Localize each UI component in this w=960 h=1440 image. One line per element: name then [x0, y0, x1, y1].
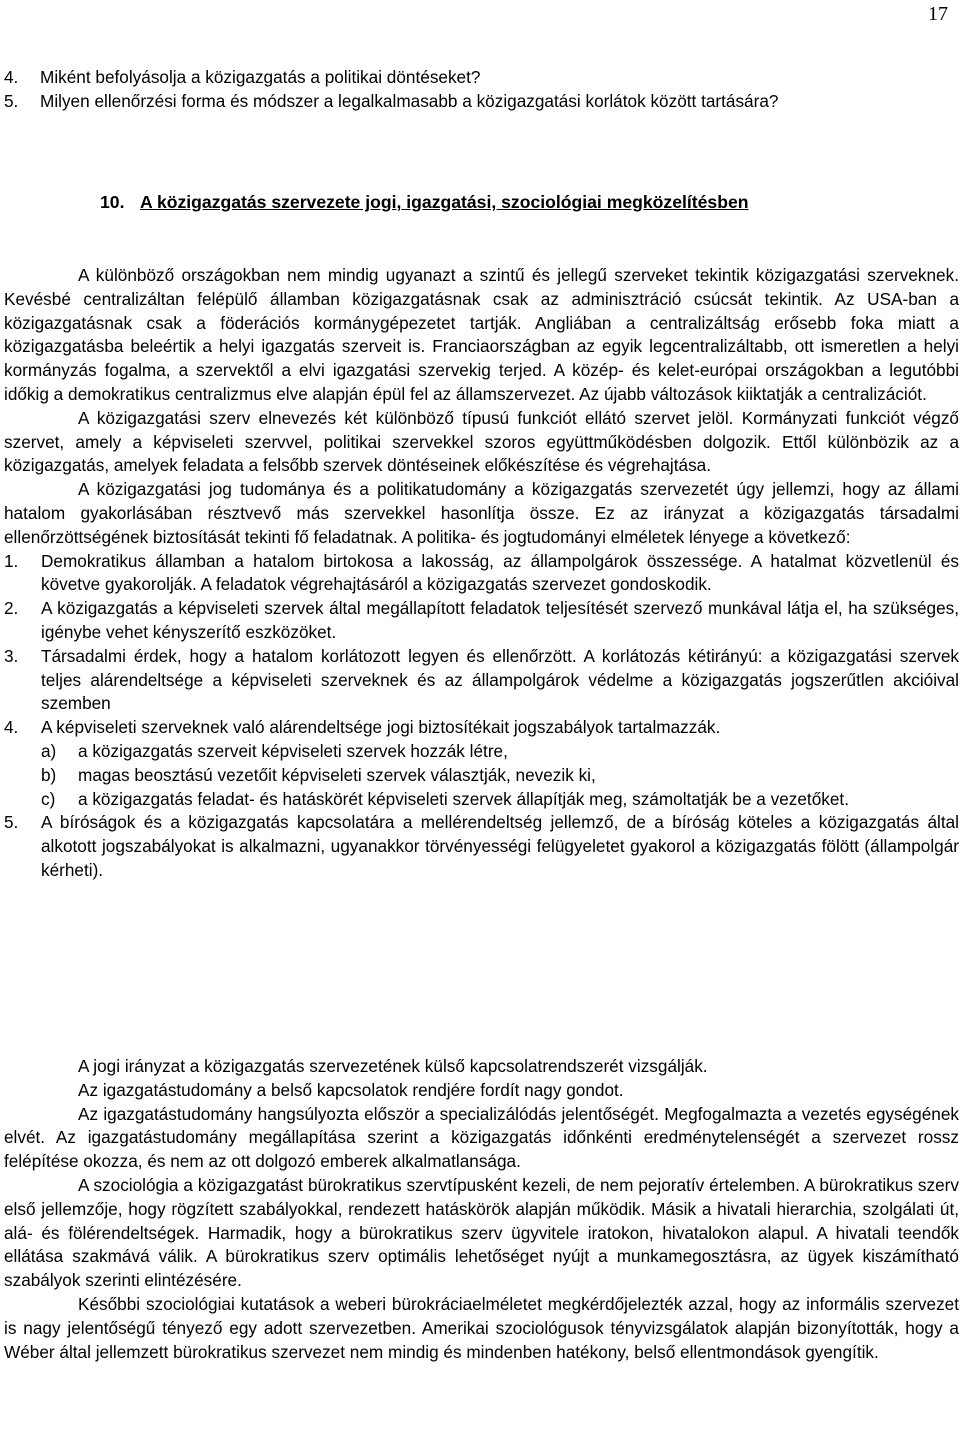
paragraph: A jogi irányzat a közigazgatás szervezetének külső kapcsolatrendszerét vizsgálják. — [78, 1056, 708, 1076]
question-list — [4, 66, 959, 114]
paragraph: Későbbi szociológiai kutatások a weberi bürokráciaelméletet megkérdőjelezték azzal, hogy az informális szervezet is nagy jelentőségű tényező egy adott szervezetben. Amerikai szociológusok tényvizsgálatok alapján bizonyították, hogy a Wéber által jellemzett bürokratikus szervezet nem mindig és mindenben hatékony, belső ellentmondások gyengítik. — [4, 1293, 959, 1362]
question-item — [4, 66, 959, 90]
sub-list-letter: a) — [41, 740, 57, 761]
sub-list-letter: b) — [41, 764, 57, 785]
sub-list-text: a közigazgatás szerveit képviseleti szervek hozzák létre, — [78, 740, 508, 761]
list-item — [4, 645, 959, 716]
section-title: A közigazgatás szervezete jogi, igazgatási, szociológiai megközelítésben — [140, 192, 749, 212]
paragraph: Az igazgatástudomány a belső kapcsolatok rendjére fordít nagy gondot. — [78, 1079, 624, 1100]
sub-list-item — [41, 740, 959, 764]
paragraph: A közigazgatási szerv elnevezés két különböző típusú funkciót ellátó szervet jelöl. Kormányzati funkciót végző szervet, amely a képviseleti szervvel, politikai szervekkel szoros együttműködésben dolgozik. Ettől különbözik az a közigazgatás, amelyek feladata a felsőbb szervek döntéseinek előkészítése és végrehajtása. — [4, 407, 959, 476]
paragraph: Az igazgatástudomány hangsúlyozta először a specializálódás jelentőségét. Megfogalmazta a vezetés egységének elvét. Az igazgatástudomány megállapítása szerint a közigazgatás időnkénti eredménytelenségét a szervezet rossz felépítése okozza, és nem az ott dolgozó emberek alkalmatlansága. — [4, 1103, 959, 1172]
list-item-number: 1. — [4, 550, 19, 571]
sub-list — [41, 740, 959, 811]
question-text: Milyen ellenőrzési forma és módszer a legalkalmasabb a közigazgatási korlátok között tartására? — [40, 90, 779, 111]
list-item-number: 2. — [4, 598, 19, 619]
section-heading — [100, 191, 960, 215]
body-text-b — [4, 1055, 959, 1364]
list-item-text: A képviseleti szerveknek való alárendeltsége jogi biztosítékait jogszabályok tartalmazzák. — [41, 717, 721, 738]
sub-list-text: magas beosztású vezetőit képviseleti szervek választják, nevezik ki, — [78, 764, 596, 785]
sub-list-item — [41, 788, 959, 812]
list-item-text: A bíróságok és a közigazgatás kapcsolatára a mellérendeltség jellemző, de a bíróság köteles a közigazgatás által alkotott jogszabályokat is alkalmazni, ugyanakkor törvényességi felügyeletet gyakorol a közigazgatás fölött (állampolgár kérheti). — [41, 812, 959, 880]
section-number: 10. — [100, 192, 125, 212]
question-number: 4. — [4, 67, 19, 87]
sub-list-item — [41, 764, 959, 788]
list-item-text: A közigazgatás a képviseleti szervek által megállapított feladatok teljesítését szervező munkával látja el, ha szükséges, igénybe vehet kényszerítő eszközöket. — [41, 598, 959, 642]
question-number: 5. — [4, 90, 19, 111]
paragraph: A szociológia a közigazgatást bürokratikus szervtípusként kezeli, de nem pejoratív értelemben. A bürokratikus szerv első jellemzője, hogy rögzített szabályokkal, rendezett hatáskörök alapján működik. Másik a hivatali hierarchia, szolgálati út, alá- és fölérendeltségek. Harmadik, hogy a bürokratikus szerv ügyvitele iratokon, hivatalokon alapul. A hivatali teendők ellátása szakmává válik. A bürokratikus szerv optimális lehetőséget nyújt a munkamegosztásra, az ügyek kiszámítható szabályok szerinti elintézésére. — [4, 1174, 959, 1291]
paragraph: A különböző országokban nem mindig ugyanazt a szintű és jellegű szerveket tekintik közigazgatási szerveknek. Kevésbé centralizáltan felépülő államban közigazgatásnak csak az adminisztráció csúcsát tekintik. Az USA-ban a közigazgatásnak csak a föderációs kormánygépezetet tartják. Angliában a centralizáltság erősebb foka miatt a közigazgatásba beleértik a helyi igazgatás szerveit is. Franciaországban az egyik legcentralizáltabb, ott ismeretlen a helyi kormányzás fogalma, a szervektől a elvi igazgatási szervekig terjed. A közép- és kelet-európai országokban a legutóbbi időkig a demokratikus centralizmus elve alapján épül fel az államszervezet. Az újabb változások kiiktatják a centralizációt. — [4, 265, 959, 404]
list-item-number: 5. — [4, 812, 19, 833]
body-text-a — [4, 264, 959, 883]
page-number: 17 — [928, 3, 948, 25]
list-item-text: Társadalmi érdek, hogy a hatalom korlátozott legyen és ellenőrzött. A korlátozás kétirányú: a közigazgatási szervek teljes alárendeltsége a képviseleti szerveknek és az állampolgárok védelme a közigazgatás jogszerűtlen akcióival szemben — [41, 645, 959, 714]
ordered-list — [4, 550, 959, 883]
question-text: Miként befolyásolja a közigazgatás a politikai döntéseket? — [40, 67, 481, 87]
list-item-number: 4. — [4, 717, 19, 738]
paragraph: A közigazgatási jog tudománya és a politikatudomány a közigazgatás szervezetét úgy jellemzi, hogy az állami hatalom gyakorlásában résztvevő más szervekkel hasonlítja össze. Ez az irányzat a közigazgatás társadalmi ellenőrzöttségének biztosítását tekinti fő feladatnak. A politika- és jogtudományi elméletek lényege a következő: — [4, 479, 959, 547]
list-item-body — [41, 716, 959, 811]
list-item — [4, 597, 959, 645]
list-item — [4, 716, 959, 811]
sub-list-letter: c) — [41, 788, 56, 809]
question-item — [4, 90, 959, 114]
list-item-number: 3. — [4, 645, 19, 666]
list-item — [4, 811, 959, 882]
list-item — [4, 550, 959, 598]
list-item-text: Demokratikus államban a hatalom birtokosa a lakosság, az állampolgárok összessége. A hatalmat közvetlenül és követve gyakorolják. A feladatok végrehajtásáról a közigazgatás szervezet gondoskodik. — [41, 550, 959, 595]
sub-list-text: a közigazgatás feladat- és hatáskörét képviseleti szervek állapítják meg, számoltatják be a vezetőket. — [78, 788, 849, 809]
